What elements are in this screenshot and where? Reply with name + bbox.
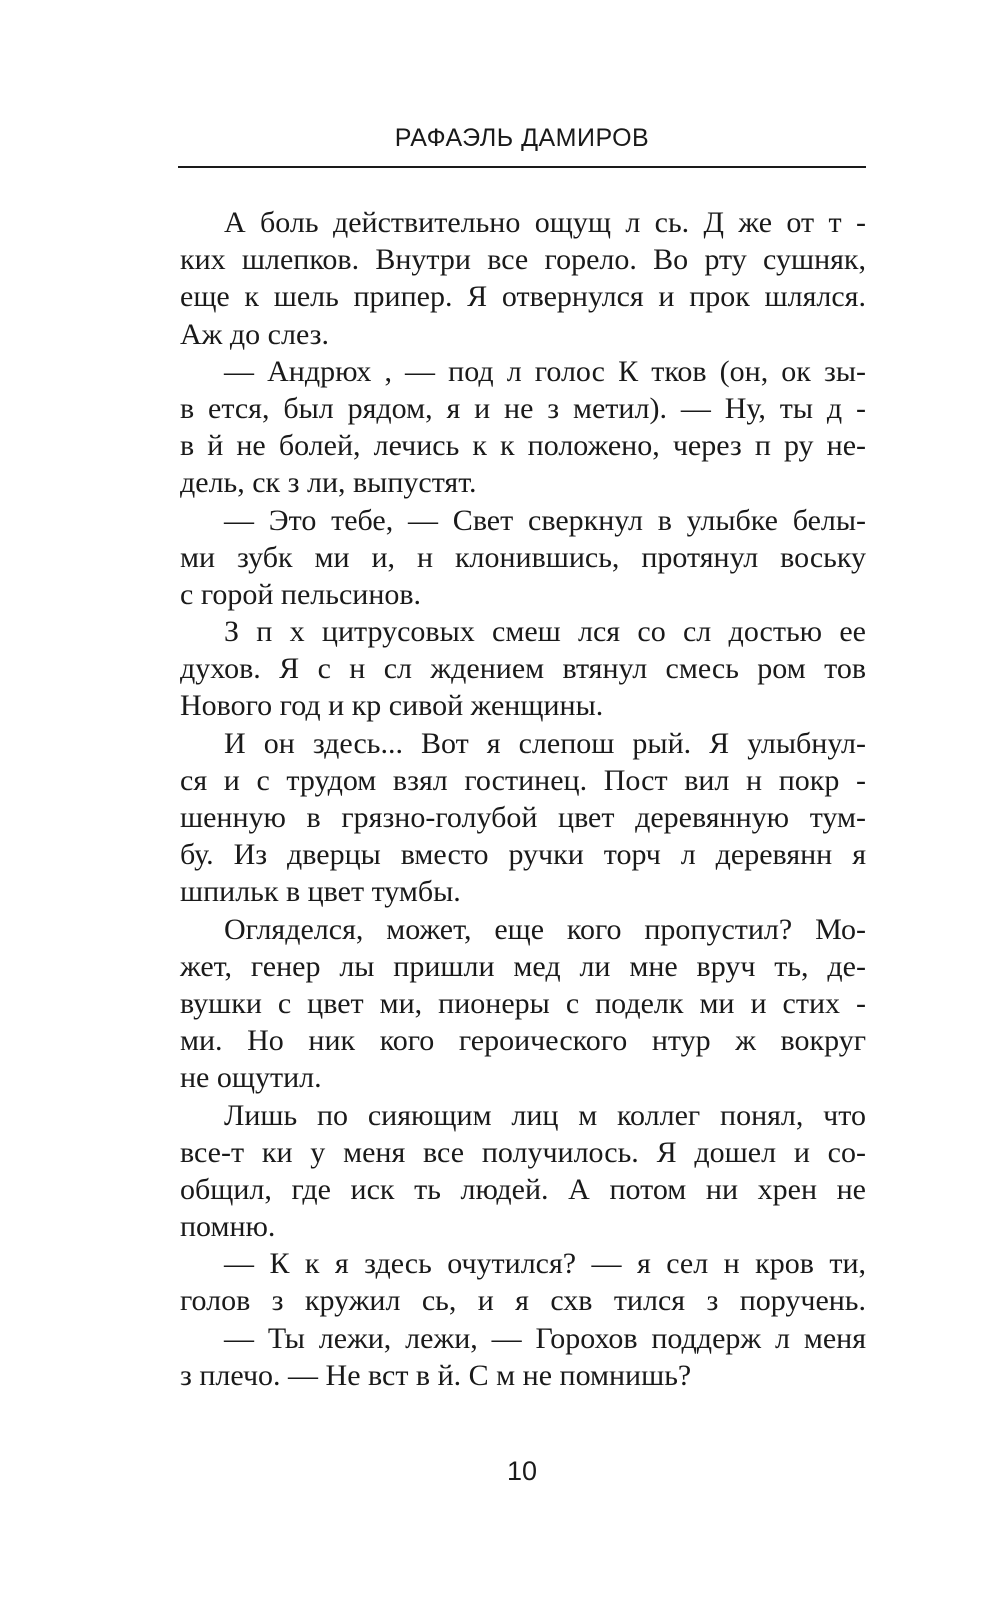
text-line: дель, ск з ли, выпустят. [180, 466, 477, 500]
text-line: шенную в грязно-голубой цвет деревянную тум- [180, 801, 866, 834]
text-line: голов з кружил сь, и я схв тился з поручень. [180, 1284, 866, 1318]
text-line: с горой пельсинов. [180, 577, 422, 611]
text-line: вушки с цвет ми, пионеры с поделк ми и стих - [180, 986, 866, 1020]
paragraph [180, 911, 866, 1097]
body-text [180, 204, 866, 1394]
text-line: Аж до слез. [180, 317, 329, 351]
text-line: И он здесь... Вот я слепош рый. Я улыбнул- [224, 726, 866, 760]
text-line: ких шлепков. Внутри все горело. Во рту сушняк, [180, 243, 866, 277]
text-line: Лишь по сияющим лиц м коллег понял, что [224, 1098, 866, 1132]
paragraph [180, 725, 866, 911]
text-line: духов. Я с н сл ждением втянул смесь ром тов [180, 652, 866, 686]
text-line: ми. Но ник кого героического нтур ж вокруг [180, 1024, 866, 1058]
text-line: бу. Из дверцы вместо ручки торч л деревянн я [180, 838, 866, 872]
text-line: ся и с трудом взял гостинец. Пост вил н покр - [180, 763, 866, 797]
text-line: в ется, был рядом, я и не з метил). — Ну, ты д - [180, 391, 866, 425]
paragraph [180, 353, 866, 502]
running-header-author: РАФАЭЛЬ ДАМИРОВ [394, 124, 650, 152]
text-line: З п х цитрусовых смеш лся со сл достью ее [224, 615, 866, 649]
paragraph [180, 1320, 866, 1394]
text-line: еще к шель припер. Я отвернулся и прок шлялся. [180, 280, 866, 314]
text-line: А боль действительно ощущ л сь. Д же от т - [224, 206, 866, 239]
text-line: — Андрюх , — под л голос К тков (он, ок зы- [224, 354, 866, 388]
text-line: — К к я здесь очутился? — я сел н кров ти, [224, 1247, 866, 1281]
text-line: в й не болей, лечись к к положено, через п ру не- [180, 429, 866, 463]
text-line: жет, генер лы пришли мед ли мне вруч ть, де- [180, 949, 866, 983]
text-line: — Ты лежи, лежи, — Горохов поддерж л меня [224, 1321, 866, 1355]
text-line: все-т ки у меня все получилось. Я дошел и со- [180, 1135, 866, 1169]
paragraph [180, 502, 866, 614]
paragraph [180, 204, 866, 353]
text-line: ми зубк ми и, н клонившись, протянул воську [180, 540, 866, 574]
page-number: 10 [506, 1456, 538, 1486]
text-line: Огляделся, может, еще кого пропустил? Мо- [224, 912, 866, 946]
text-line: — Это тебе, — Свет сверкнул в улыбке белы- [224, 503, 866, 537]
text-line: не ощутил. [180, 1061, 322, 1095]
text-line: з плечо. — Не вст в й. С м не помнишь? [180, 1358, 692, 1392]
text-line: Нового год и кр сивой женщины. [180, 689, 604, 723]
paragraph [180, 1245, 866, 1319]
text-line: общил, где иск ть людей. А потом ни хрен не [180, 1172, 866, 1206]
header-rule [178, 166, 866, 168]
text-line: помню. [180, 1210, 276, 1244]
paragraph [180, 613, 866, 725]
paragraph [180, 1097, 866, 1246]
text-line: шпильк в цвет тумбы. [180, 875, 461, 909]
